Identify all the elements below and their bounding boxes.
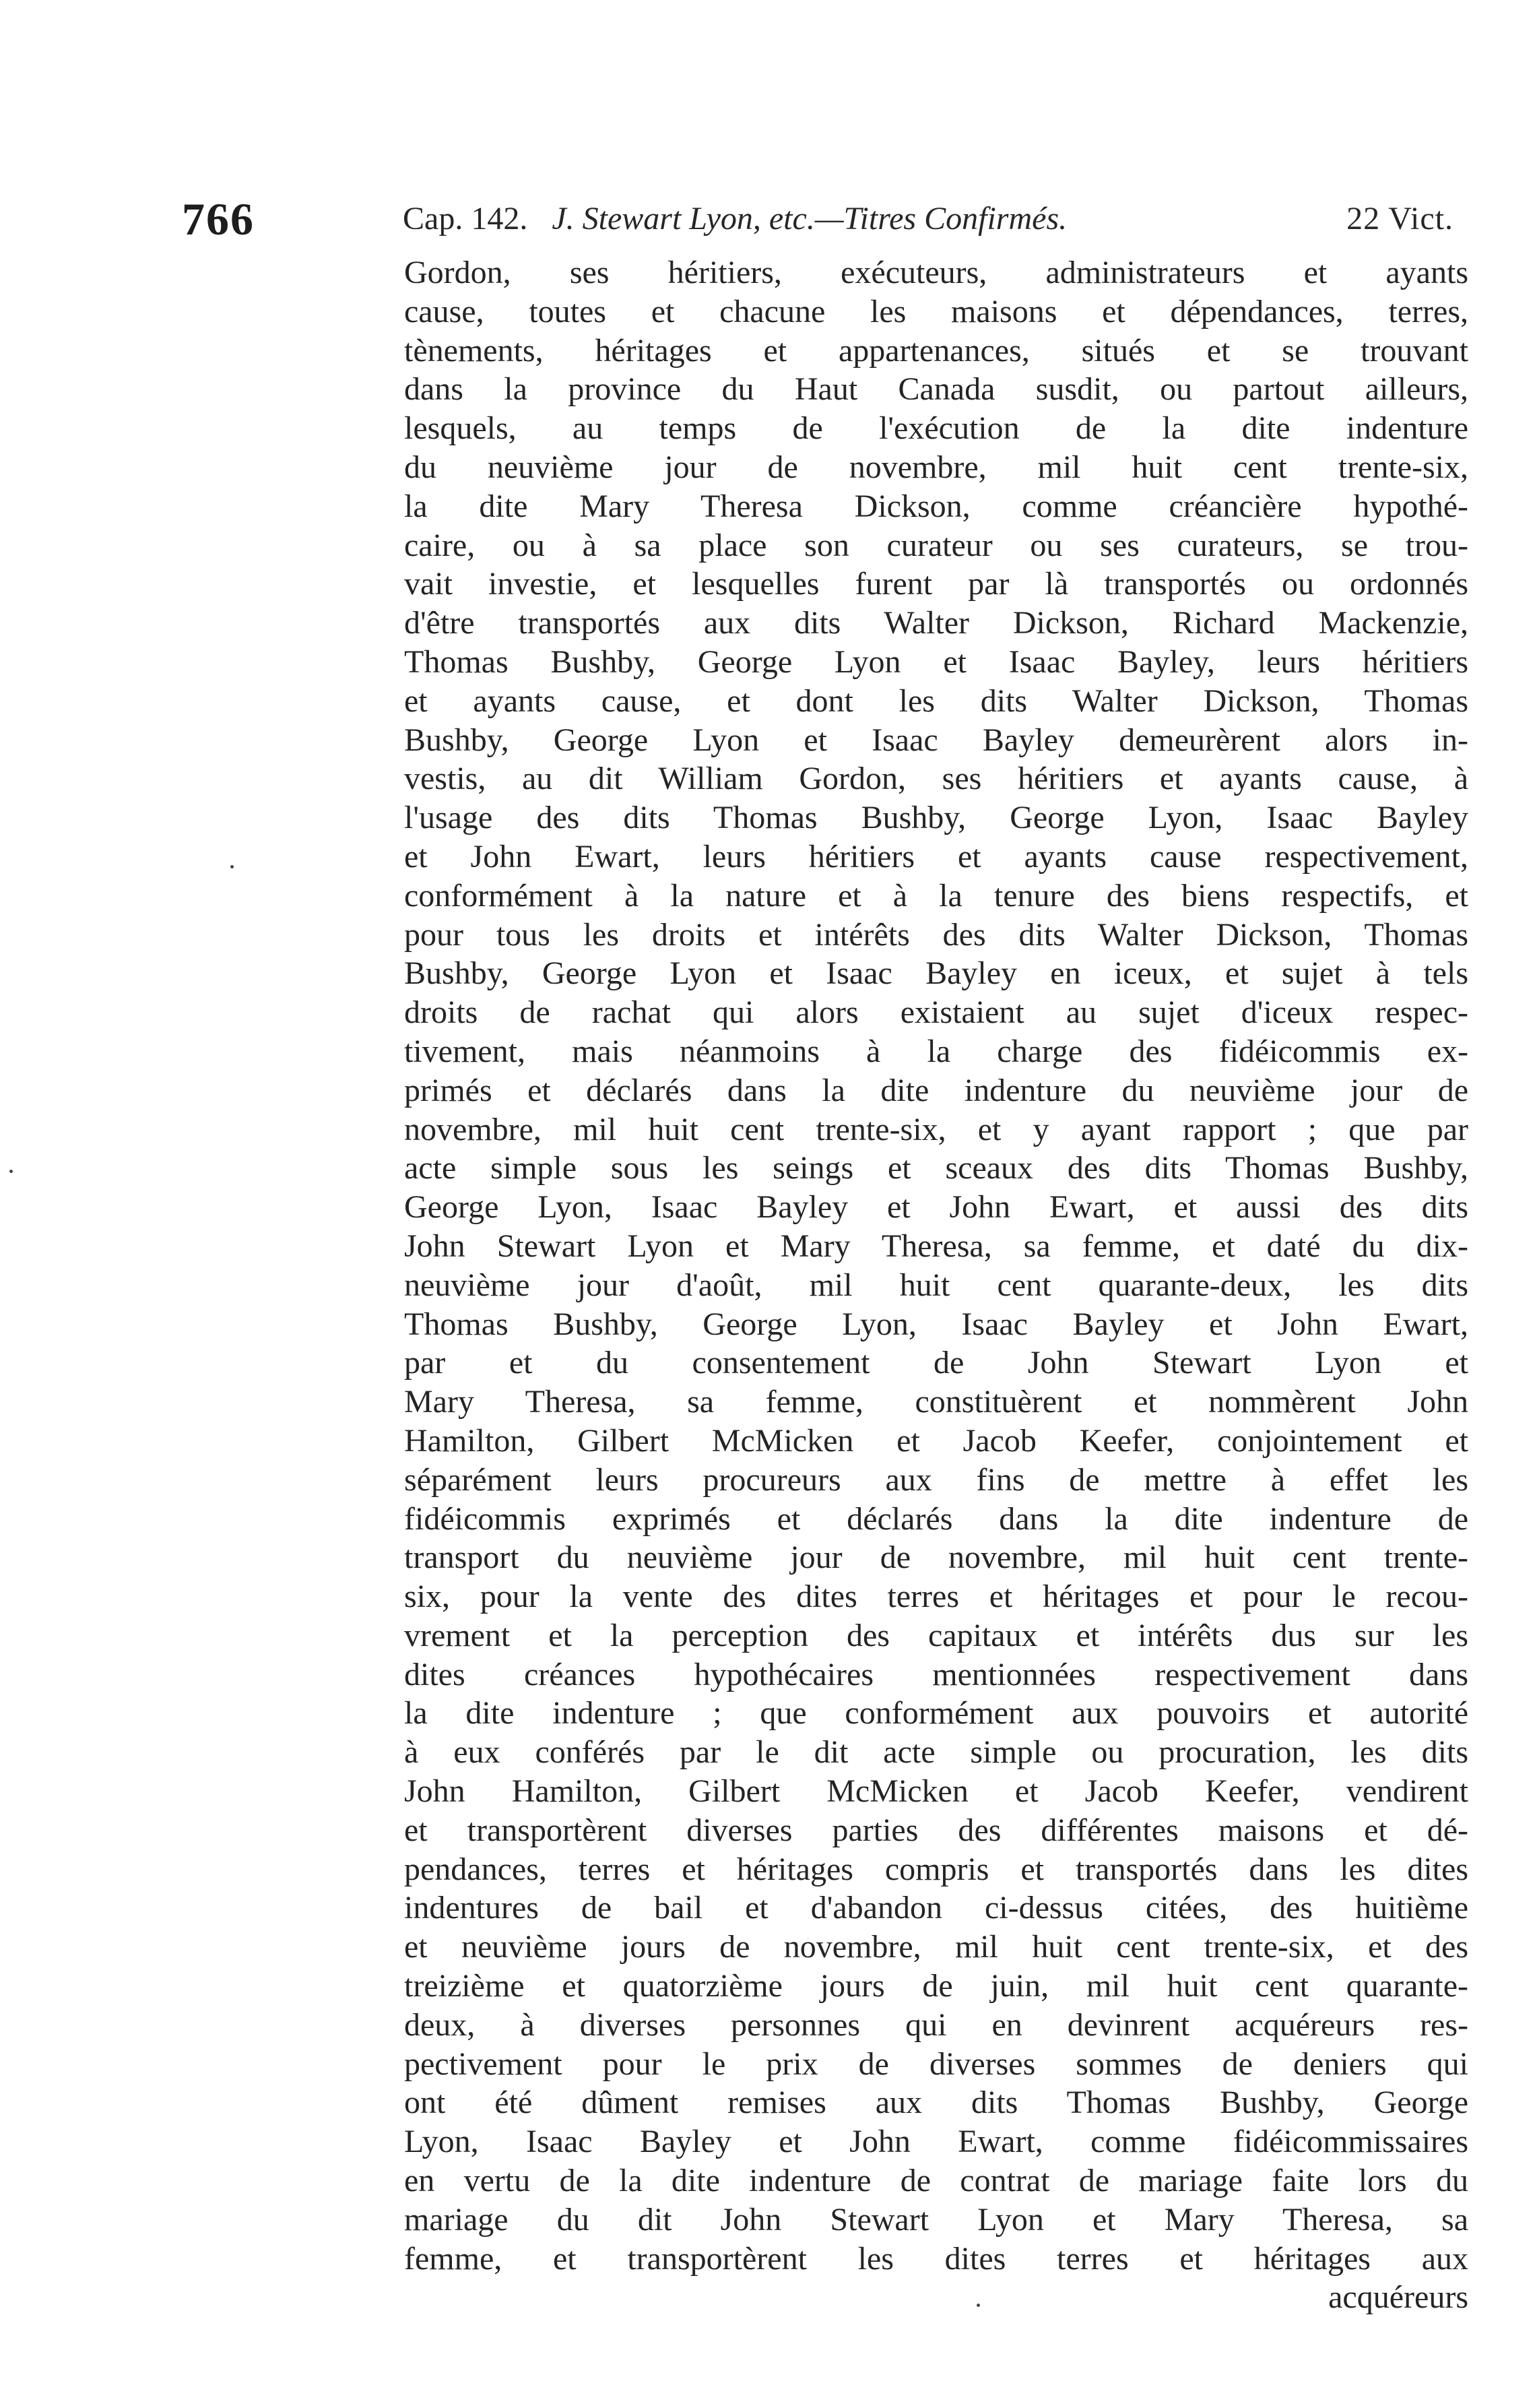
- text-line: fidéicommis exprimés et déclarés dans la dite indenture de: [404, 1500, 1468, 1537]
- text-line: tivement, mais néanmoins à la charge des fidéicommis ex-: [404, 1033, 1468, 1069]
- text-line: acte simple sous les seings et sceaux des dits Thomas Bushby,: [404, 1150, 1468, 1186]
- text-line: six, pour la vente des dites terres et héritages et pour le recou-: [404, 1579, 1468, 1615]
- text-line: Thomas Bushby, George Lyon, Isaac Bayley et John Ewart,: [404, 1306, 1468, 1342]
- text-line: pendances, terres et héritages compris et transportés dans les dites: [404, 1851, 1468, 1887]
- text-line: pectivement pour le prix de diverses sommes de deniers qui: [404, 2046, 1468, 2082]
- text-line: Bushby, George Lyon et Isaac Bayley demeurèrent alors in-: [404, 722, 1468, 758]
- text-line: tènements, héritages et appartenances, situés et se trouvant: [404, 332, 1468, 369]
- text-line: vestis, au dit William Gordon, ses héritiers et ayants cause, à: [404, 761, 1468, 797]
- text-line: caire, ou à sa place son curateur ou ses curateurs, se trou-: [404, 527, 1468, 563]
- text-line: transport du neuvième jour de novembre, mil huit cent trente-: [404, 1540, 1468, 1576]
- text-line: indentures de bail et d'abandon ci-dessus citées, des huitième: [404, 1890, 1468, 1926]
- print-speck-mark: [230, 865, 234, 868]
- text-line: et John Ewart, leurs héritiers et ayants cause respectivement,: [404, 838, 1468, 875]
- text-line: en vertu de la dite indenture de contrat de mariage faite lors du: [404, 2163, 1468, 2199]
- print-speck-mark: [9, 1170, 13, 1173]
- body-text: [404, 253, 1468, 2317]
- text-line: conformément à la nature et à la tenure des biens respectifs, et: [404, 877, 1468, 914]
- text-line: la dite Mary Theresa Dickson, comme créancière hypothé-: [404, 488, 1468, 524]
- text-line: l'usage des dits Thomas Bushby, George Lyon, Isaac Bayley: [404, 800, 1468, 836]
- text-line: Mary Theresa, sa femme, constituèrent et nommèrent John: [404, 1384, 1468, 1420]
- chapter-reference: Cap. 142.: [403, 201, 528, 236]
- running-head: [403, 195, 1454, 243]
- text-line: par et du consentement de John Stewart Lyon et: [404, 1345, 1468, 1381]
- text-line: novembre, mil huit cent trente-six, et y ayant rapport ; que par: [404, 1111, 1468, 1147]
- text-line: Gordon, ses héritiers, exécuteurs, administrateurs et ayants: [404, 255, 1468, 290]
- text-line: d'être transportés aux dits Walter Dickson, Richard Mackenzie,: [404, 605, 1468, 641]
- text-line: droits de rachat qui alors existaient au sujet d'iceux respec-: [404, 994, 1468, 1031]
- text-line: acquéreurs: [1328, 2279, 1468, 2316]
- text-line: à eux conférés par le dit acte simple ou procuration, les dits: [404, 1734, 1468, 1771]
- text-line: cause, toutes et chacune les maisons et dépendances, terres,: [404, 293, 1468, 329]
- text-line: mariage du dit John Stewart Lyon et Mary Theresa, sa: [404, 2201, 1468, 2238]
- text-line: et ayants cause, et dont les dits Walter Dickson, Thomas: [404, 683, 1468, 719]
- text-line: Bushby, George Lyon et Isaac Bayley en iceux, et sujet à tels: [404, 955, 1468, 992]
- text-line: dites créances hypothécaires mentionnées respectivement dans: [404, 1656, 1468, 1692]
- text-line: primés et déclarés dans la dite indenture du neuvième jour de: [404, 1072, 1468, 1108]
- text-line: vait investie, et lesquelles furent par là transportés ou ordonnés: [404, 566, 1468, 602]
- text-line: et transportèrent diverses parties des différentes maisons et dé-: [404, 1812, 1468, 1848]
- print-speck-mark: [977, 2304, 980, 2307]
- text-line: treizième et quatorzième jours de juin, mil huit cent quarante-: [404, 1968, 1468, 2004]
- text-line: dans la province du Haut Canada susdit, ou partout ailleurs,: [404, 371, 1468, 408]
- text-line: séparément leurs procureurs aux fins de mettre à effet les: [404, 1461, 1468, 1498]
- text-line: lesquels, au temps de l'exécution de la dite indenture: [404, 410, 1468, 447]
- act-title: J. Stewart Lyon, etc.—Titres Confirmés.: [552, 201, 1068, 236]
- text-line: neuvième jour d'août, mil huit cent quarante-deux, les dits: [404, 1267, 1468, 1303]
- page-number: 766: [182, 193, 255, 245]
- text-line: la dite indenture ; que conformément aux pouvoirs et autorité: [404, 1695, 1468, 1732]
- text-line: du neuvième jour de novembre, mil huit cent trente-six,: [404, 449, 1468, 485]
- text-line: ont été dûment remises aux dits Thomas Bushby, George: [404, 2085, 1468, 2121]
- text-line: Lyon, Isaac Bayley et John Ewart, comme fidéicommissaires: [404, 2124, 1468, 2160]
- text-line: John Stewart Lyon et Mary Theresa, sa femme, et daté du dix-: [404, 1228, 1468, 1264]
- text-line: pour tous les droits et intérêts des dits Walter Dickson, Thomas: [404, 916, 1468, 953]
- text-line: et neuvième jours de novembre, mil huit cent trente-six, et des: [404, 1929, 1468, 1965]
- regnal-year: 22 Vict.: [1346, 201, 1454, 236]
- text-line: femme, et transportèrent les dites terres et héritages aux: [404, 2240, 1468, 2277]
- text-line: vrement et la perception des capitaux et intérêts dus sur les: [404, 1617, 1468, 1653]
- text-line: deux, à diverses personnes qui en devinrent acquéreurs res-: [404, 2006, 1468, 2043]
- text-line: Thomas Bushby, George Lyon et Isaac Bayley, leurs héritiers: [404, 643, 1468, 680]
- text-line: Hamilton, Gilbert McMicken et Jacob Keefer, conjointement et: [404, 1422, 1468, 1459]
- text-line: John Hamilton, Gilbert McMicken et Jacob Keefer, vendirent: [404, 1773, 1468, 1810]
- text-line: George Lyon, Isaac Bayley et John Ewart, et aussi des dits: [404, 1189, 1468, 1226]
